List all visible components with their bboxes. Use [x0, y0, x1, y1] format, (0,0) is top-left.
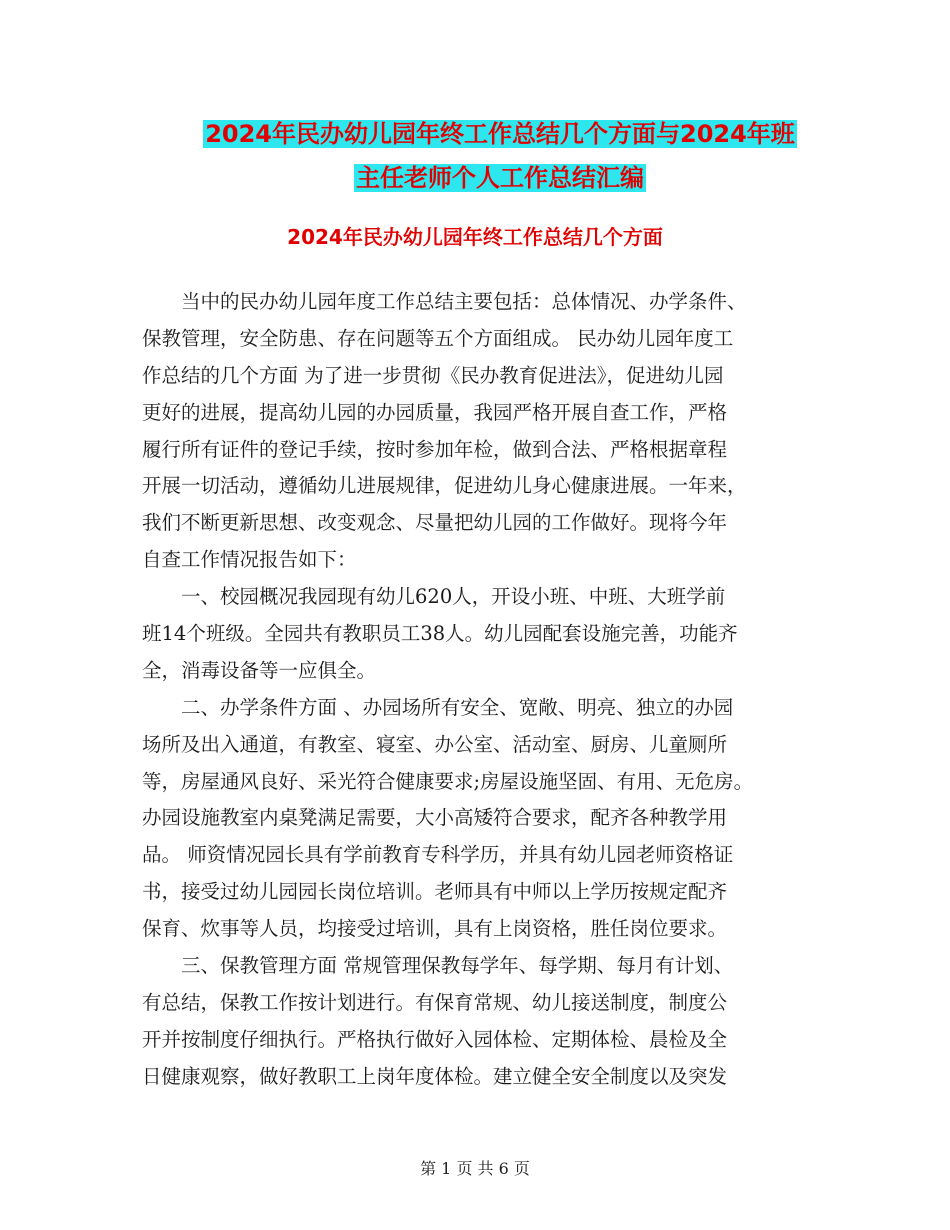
title-line-1: 2024年民办幼儿园年终工作总结几个方面与2024年班 [205, 120, 795, 148]
page-footer: 第 1 页 共 6 页 [420, 1159, 530, 1178]
text-line: 更好的进展，提高幼儿园的办园质量，我园严格开展自查工作，严格 [142, 400, 728, 424]
text-line: 三、保教管理方面 常规管理保教每学年、每学期、每月有计划、 [142, 954, 734, 978]
text-line: 保育、炊事等人员，均接受过培训，具有上岗资格，胜任岗位要求。 [142, 917, 728, 941]
text-line: 场所及出入通道，有教室、寝室、办公室、活动室、厨房、儿童厕所 [142, 732, 728, 756]
text-line: 开并按制度仔细执行。严格执行做好入园体检、定期体检、晨检及全 [142, 1027, 728, 1051]
text-line: 书，接受过幼儿园园长岗位培训。老师具有中师以上学历按规定配齐 [142, 880, 728, 904]
text-line: 品。 师资情况园长具有学前教育专科学历，并具有幼儿园老师资格证 [142, 843, 734, 867]
text-line: 当中的民办幼儿园年度工作总结主要包括：总体情况、办学条件、 [142, 290, 747, 313]
text-line: 自查工作情况报告如下： [142, 548, 357, 572]
text-line: 办园设施教室内桌凳满足需要，大小高矮符合要求，配齐各种教学用 [142, 806, 728, 830]
text-line: 二、办学条件方面 、办园场所有安全、宽敞、明亮、独立的办园 [142, 695, 734, 719]
text-line: 保教管理，安全防患、存在问题等五个方面组成。 民办幼儿园年度工 [142, 326, 734, 350]
document-title [150, 112, 850, 200]
text-line: 我们不断更新思想、改变观念、尽量把幼儿园的工作做好。现将今年 [142, 511, 728, 535]
text-line: 开展一切活动，遵循幼儿进展规律，促进幼儿身心健康进展。一年来， [142, 474, 747, 498]
text-line: 班14个班级。全园共有教职员工38人。幼儿园配套设施完善，功能齐 [142, 622, 738, 646]
body-text [142, 284, 814, 1096]
text-line: 履行所有证件的登记手续，按时参加年检，做到合法、严格根据章程 [142, 437, 728, 461]
title-line-2: 主任老师个人工作总结汇编 [356, 164, 644, 192]
text-line: 作总结的几个方面 为了进一步贯彻《民办教育促进法》，促进幼儿园 [142, 363, 724, 387]
text-line: 有总结，保教工作按计划进行。有保育常规、幼儿接送制度，制度公 [142, 990, 728, 1014]
text-line: 一、校园概况我园现有幼儿620人，开设小班、中班、大班学前 [142, 585, 726, 609]
text-line: 全，消毒设备等一应俱全。 [142, 658, 377, 682]
text-line: 日健康观察，做好教职工上岗年度体检。建立健全安全制度以及突发 [142, 1064, 728, 1088]
text-line: 等，房屋通风良好、采光符合健康要求;房屋设施坚固、有用、无危房。 [142, 769, 754, 793]
section-title: 2024年民办幼儿园年终工作总结几个方面 [287, 225, 663, 249]
